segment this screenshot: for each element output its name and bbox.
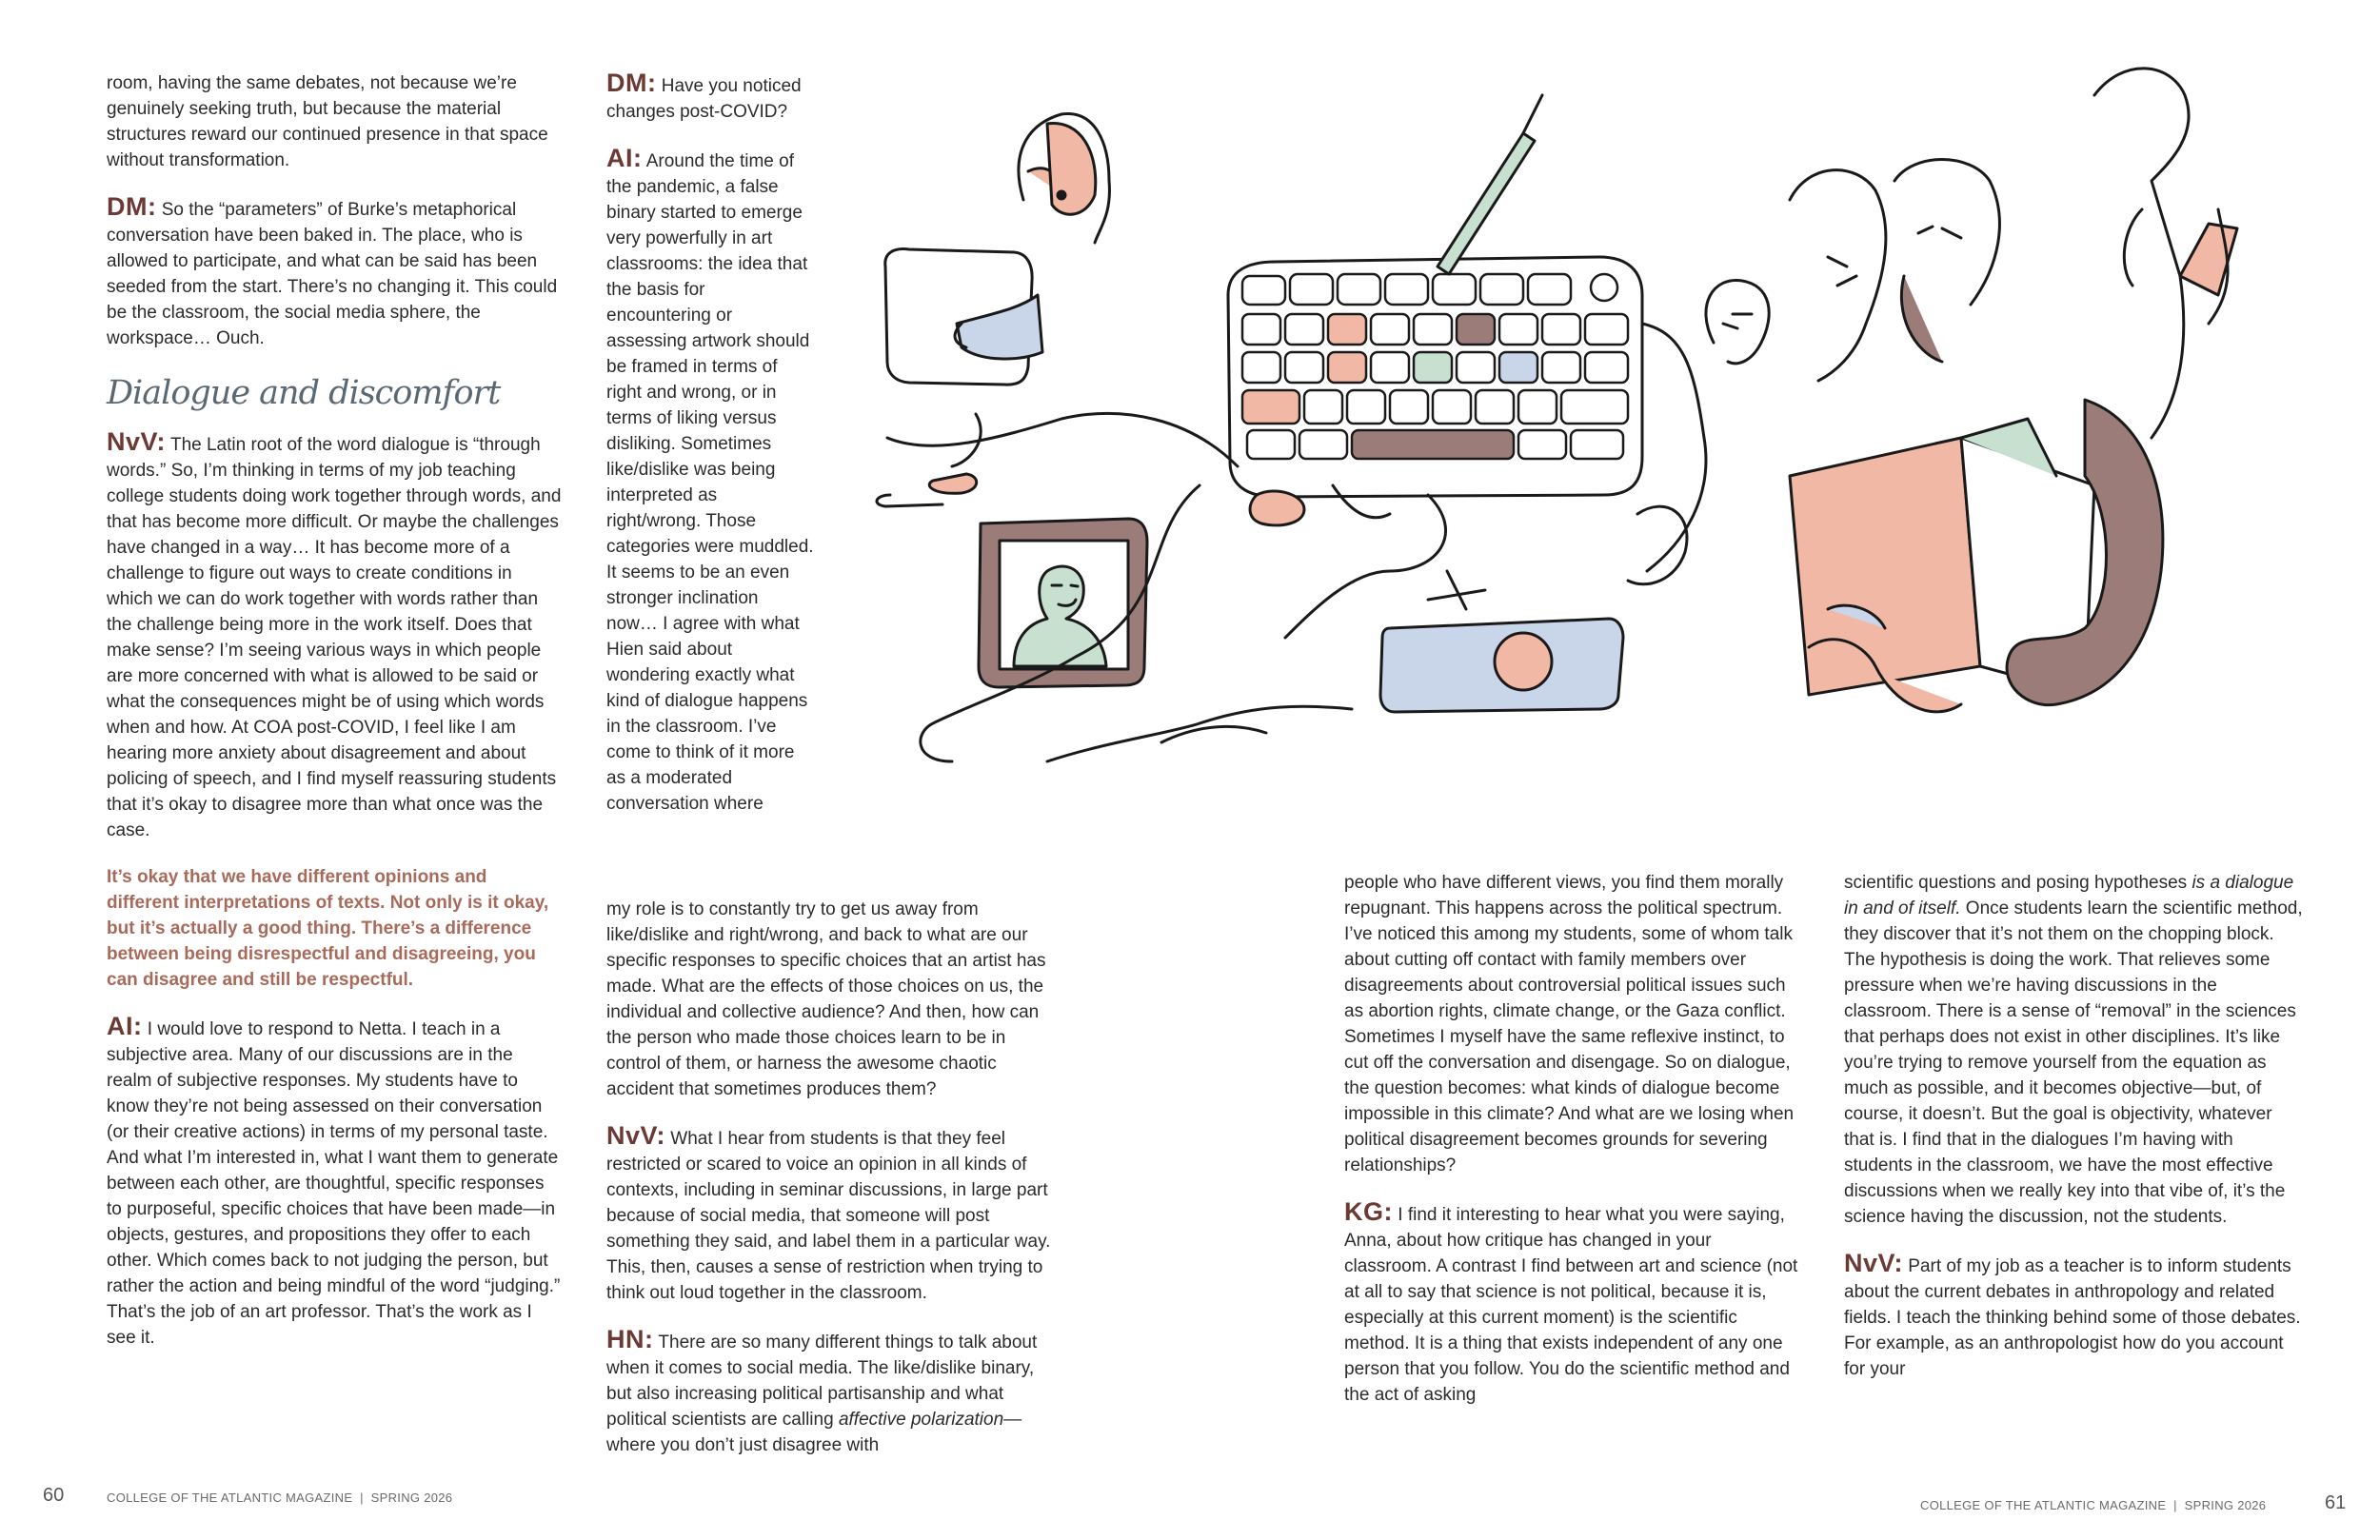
paragraph-text: Part of my job as a teacher is to inform students about the current debates in anthropology and related fields. I teach the thinking behind some of those debates. For example, as an anthropologist how do you account for your xyxy=(1844,1256,2301,1379)
paragraph xyxy=(1844,870,2303,1230)
emphasis-text: affective polarization xyxy=(838,1410,1004,1430)
page-number-right: 61 xyxy=(2325,1492,2347,1513)
pull-quote-text: It’s okay that we have different opinions and different interpretations of texts. Not only is it okay, but it’s actually a good thing. There’s a difference between being disrespectful and disagreeing, you can disagree and still be respectful. xyxy=(107,867,549,990)
speaker-label: NvV: xyxy=(1844,1249,1904,1277)
paragraph-text: I find it interesting to hear what you were saying, Anna, about how critique has changed in your classroom. A contrast I find between art and science (not at all to say that science is not political, because it is, especially at this current moment) is the scientific method. It is a thing that exists independent of any one person that you follow. You do the scientific method and the act of asking xyxy=(1344,1205,1798,1405)
paragraph xyxy=(107,1014,562,1351)
section-heading: Dialogue and discomfort xyxy=(107,374,501,412)
speaker-label: AI: xyxy=(107,1012,143,1040)
pull-quote xyxy=(107,864,562,993)
paragraph xyxy=(606,146,814,817)
book-reader xyxy=(1790,400,2163,712)
paragraph xyxy=(1344,1199,1799,1408)
figure-with-phone xyxy=(2094,69,2237,438)
speaker-label: NvV: xyxy=(107,427,167,456)
left-column-2-narrow xyxy=(606,70,814,817)
left-column-1 xyxy=(107,70,562,1372)
speaker-label: DM: xyxy=(606,69,657,97)
keyboard xyxy=(1228,95,1642,497)
paragraph xyxy=(107,429,562,843)
paragraph-text: I would love to respond to Netta. I teach in a subjective area. Many of our discussions are in the realm of subjective responses. My students have to know they’re not being assessed on their conversation (or their creative actions) in terms of my personal taste. And what I’m interested in, what I want them to generate between each other, are thoughtful, specific responses to purposeful, specific choices that have been made—in objects, gestures, and propositions they offer to each other. Which comes back to not judging the person, but rather the action and being mindful of the word “judging.” That’s the job of an art professor. That’s the work as I see it. xyxy=(107,1019,561,1348)
page-number-left: 60 xyxy=(43,1485,65,1506)
paragraph: people who have different views, you find them morally repugnant. This happens across the political spectrum. I’ve noticed this among my students, some of whom talk about cutting off contact with family members over disagreements about controversial political issues such as abortion rights, climate change, or the Gaza conflict. Sometimes I myself have the same reflexive instinct, to cut off the conversation and disengage. So on dialogue, the question becomes: what kinds of dialogue become impossible in this climate? And what are we losing when political disagreement becomes grounds for severing relationships? xyxy=(1344,873,1795,1175)
portrait-monitor xyxy=(979,519,1147,687)
footer-right: COLLEGE OF THE ATLANTIC MAGAZINE | SPRING 2026 xyxy=(1920,1498,2267,1512)
speaker-label: NvV: xyxy=(606,1121,666,1150)
speaker-label: AI: xyxy=(606,144,643,172)
paragraph-text: Once students learn the scientific method, they discover that it’s not them on the chopping block. The hypothesis is doing the work. That relieves some pressure when we’re having discussions in the classroom. There is a sense of “removal” in the sciences that perhaps does not exist in other disciplines. It’s like you’re trying to remove yourself from the equation as much as possible, and it becomes objective—but, of course, it doesn’t. But the goal is objectivity, whatever that is. I find that in the dialogues I’m having with students in the classroom, we have the most effective discussions when we really key into that vibe of, it’s the science having the discussion, not the students. xyxy=(1844,898,2303,1227)
paragraph-text: The Latin root of the word dialogue is “through words.” So, I’m thinking in terms of my job teaching college students doing work together through words, and that has become more difficult. Or maybe the challenges have changed in a way… It has become more of a challenge to figure out ways to create conditions in which we can do work together with words rather than the challenge being more in the work itself. Does that make sense? I’m seeing various ways in which people are more concerned with what is allowed to be said or what the consequences might be of using which words when and how. At COA post-COVID, I feel like I am hearing more anxiety about disagreement and about policing of speech, and I find myself reassuring students that it’s okay to disagree more than what once was the case. xyxy=(107,435,562,840)
paragraph-text: Around the time of the pandemic, a false binary started to emerge very powerfully in art classrooms: the idea that the basis for encountering or assessing artwork should be framed in terms of right and wrong, or in terms of liking versus disliking. Sometimes like/dislike was being interpreted as right/wrong. Those categories were muddled. It seems to be an even stronger inclination now… I agree with what Hien said about wondering exactly what kind of dialogue happens in the classroom. I’ve come to think of it more as a moderated conversation where xyxy=(606,151,814,814)
emphasis-text: is a dialogue in and of itself. xyxy=(1844,873,2294,918)
paragraph xyxy=(606,1327,1054,1458)
paragraph-text: So the “parameters” of Burke’s metaphorical conversation have been baked in. The place, who is allowed to participate, and what can be said has been seeded from the start. There’s no changing it. This could be the classroom, the social media sphere, the workspace… Ouch. xyxy=(107,200,558,348)
footer-left: COLLEGE OF THE ATLANTIC MAGAZINE | SPRING 2026 xyxy=(107,1491,453,1505)
desk-tablet xyxy=(1380,506,1687,712)
figure-with-tablet xyxy=(877,114,1110,506)
right-column-3 xyxy=(1344,870,1799,1429)
speaker-label: DM: xyxy=(107,192,157,221)
paragraph xyxy=(606,70,814,125)
paragraph xyxy=(1844,1251,2303,1382)
paragraph: room, having the same debates, not because we’re genuinely seeking truth, but because the material structures reward our continued presence in that space without transformation. xyxy=(107,73,548,170)
paragraph: my role is to constantly try to get us away from like/dislike and right/wrong, and back to what are our specific responses to specific choices that an artist has made. What are the effects of those choices on us, the individual and collective audience? And then, how can the person who made those choices learn to be in control of them, or harness the awesome chaotic accident that sometimes produces them? xyxy=(606,899,1046,1099)
paragraph-text: What I hear from students is that they feel restricted or scared to voice an opinion in all kinds of contexts, including in seminar discussions, in large part because of social media, that someone will post something they said, and label them in a particular way. This, then, causes a sense of restriction when trying to think out loud together in the classroom. xyxy=(606,1129,1051,1303)
paragraph xyxy=(606,1123,1054,1306)
paragraph-text: scientific questions and posing hypotheses xyxy=(1844,873,2192,893)
right-column-4 xyxy=(1844,870,2303,1403)
arguing-figures xyxy=(1706,160,1999,382)
paragraph-text: —where you don’t just disagree with xyxy=(606,1410,1022,1455)
paragraph-text: There are so many different things to talk about when it comes to social media. The like/dislike binary, but also increasing political partisanship and what political scientists are calling xyxy=(606,1333,1038,1430)
paragraph xyxy=(107,194,562,351)
left-column-2-wide xyxy=(606,897,1054,1479)
line-illustration xyxy=(857,38,2323,838)
speaker-label: KG: xyxy=(1344,1197,1393,1226)
speaker-label: HN: xyxy=(606,1325,654,1353)
paragraph-text: Have you noticed changes post-COVID? xyxy=(606,76,802,122)
